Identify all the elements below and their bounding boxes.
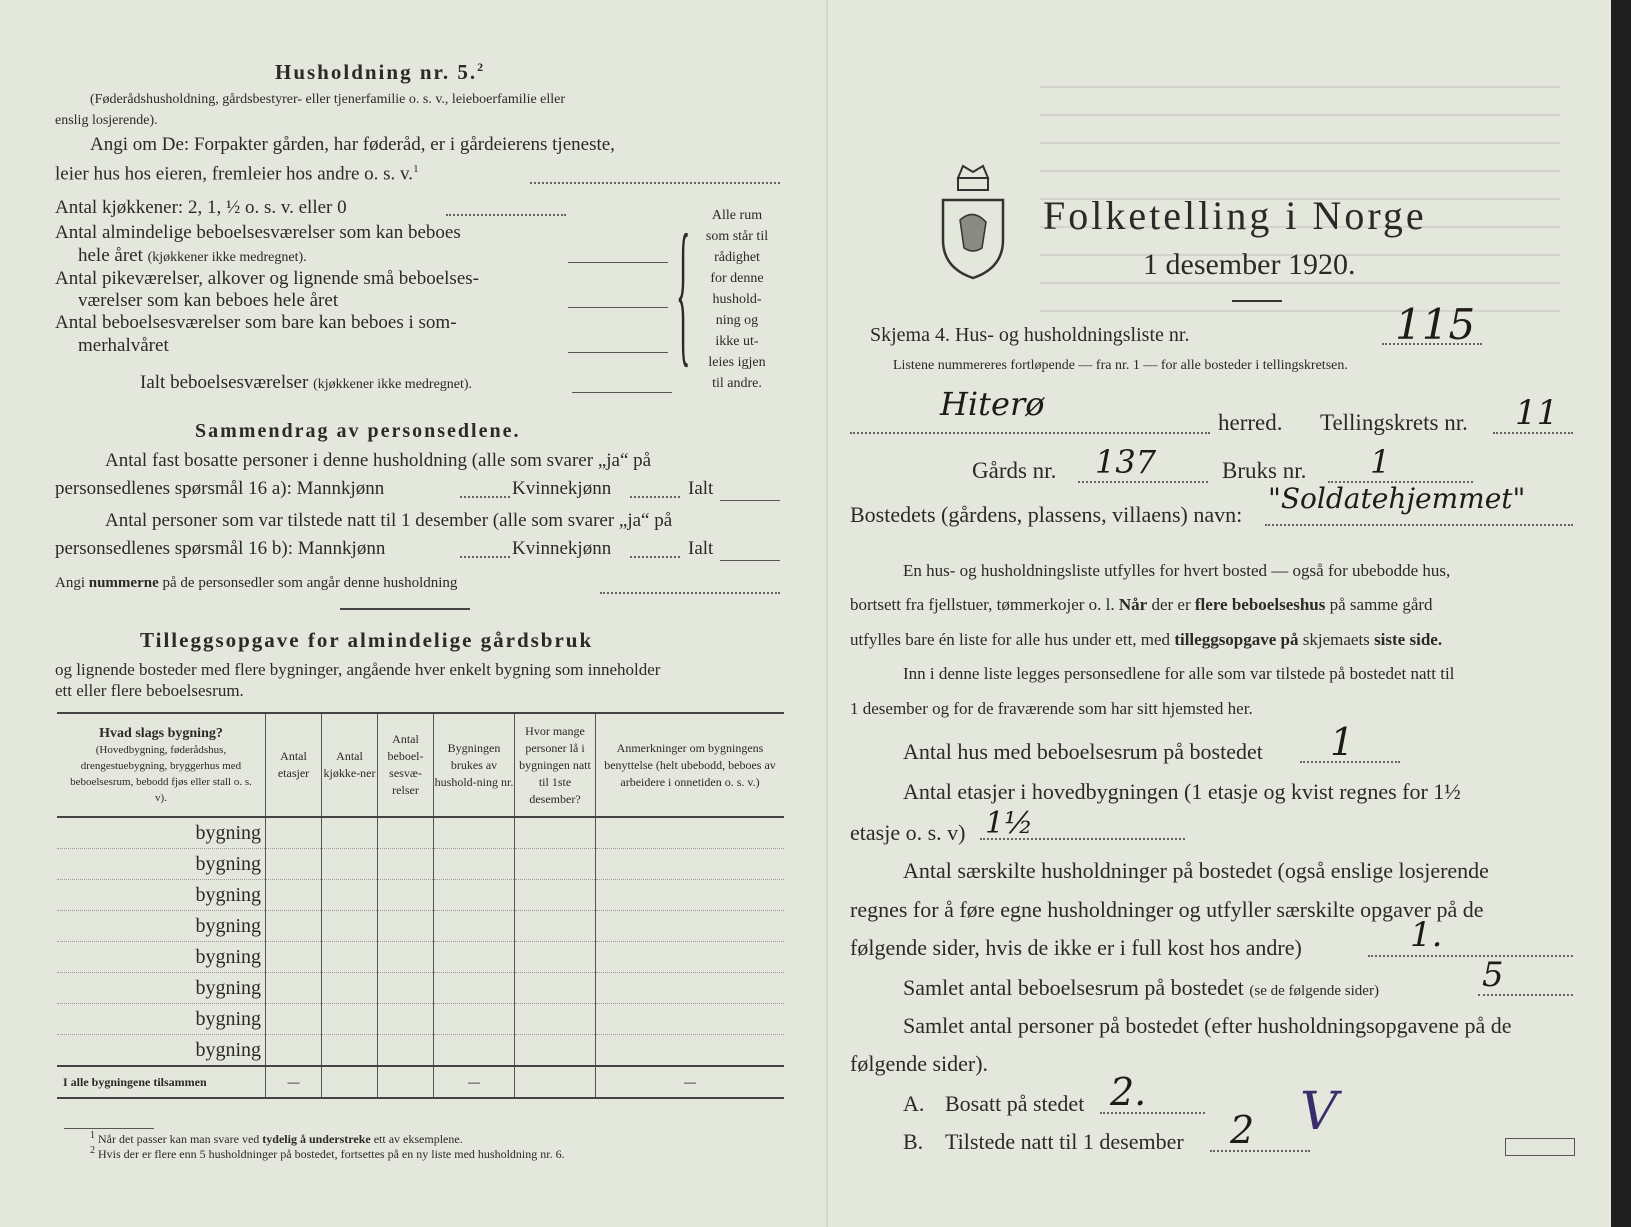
title-rule: [1232, 300, 1282, 302]
total-cell-kjokkener[interactable]: [322, 1066, 378, 1098]
nummereres-note: Listene nummereres fortløpende — fra nr. 1 — for alle bosteder i tellingskretsen.: [893, 358, 1348, 373]
para2-line2: 1 desember og for de fraværende som har sitt hjemsted her.: [850, 699, 1253, 718]
bruks-label: Bruks nr.: [1222, 458, 1307, 483]
s2-line2: personsedlenes spørsmål 16 b): Mannkjønn: [55, 538, 386, 559]
angi-line1: Angi om De: Forpakter gården, har føderåd, er i gårdeierens tjeneste,: [90, 134, 615, 155]
row-kjokkener-cell[interactable]: [322, 1004, 378, 1035]
row-etasjer-cell[interactable]: [266, 880, 322, 911]
row-personer-cell[interactable]: [515, 880, 596, 911]
saerskilte-value[interactable]: 1.: [1410, 915, 1443, 955]
para1-i: skjemaets: [1302, 630, 1370, 649]
a-text: Bosatt på stedet: [945, 1091, 1085, 1116]
pike-field[interactable]: [568, 307, 668, 308]
bruks-value[interactable]: 1: [1370, 443, 1391, 481]
saerskilte-line1: Antal særskilte husholdninger på bostedet (også enslige losjerende: [903, 858, 1489, 883]
rum-label-text: Samlet antal beboelsesrum på bostedet: [903, 975, 1244, 1000]
side-note-8: leies igjen: [708, 355, 766, 370]
row-personer-cell[interactable]: [515, 911, 596, 942]
row-etasjer-cell[interactable]: [266, 849, 322, 880]
row-anm-cell[interactable]: [596, 849, 785, 880]
table-row: [57, 880, 784, 911]
herred-value[interactable]: Hiterø: [940, 385, 1045, 423]
checkmark: V: [1300, 1082, 1338, 1142]
side-note-9: til andre.: [712, 376, 762, 391]
s1-line2: personsedlenes spørsmål 16 a): Mannkjønn: [55, 478, 385, 499]
herred-line: [850, 432, 1210, 434]
tillegg-title: Tilleggsopgave for almindelige gårdsbruk: [140, 628, 594, 652]
row-vaerelser-cell[interactable]: [378, 817, 434, 849]
b-field-line: [1210, 1150, 1310, 1152]
b-value[interactable]: 2: [1230, 1108, 1255, 1152]
col-vaerelser-label: Antal beboel-sesvæ-relser: [387, 732, 424, 797]
row-vaerelser-cell[interactable]: [378, 1035, 434, 1067]
a-label: A.: [903, 1091, 925, 1116]
row-etasjer-cell[interactable]: [266, 817, 322, 849]
herred-label: herred.: [1218, 410, 1283, 435]
tillegg-line1: og lignende bosteder med flere bygninger, angående hver enkelt bygning som inneholder: [55, 660, 661, 679]
row-kjokkener-cell[interactable]: [322, 880, 378, 911]
col-personer-label: Hvor mange personer lå i bygningen natt til 1ste desember?: [519, 723, 591, 806]
household-sub2: enslig losjerende).: [55, 113, 158, 128]
row-type-cell[interactable]: bygning: [57, 849, 266, 880]
row-type-cell[interactable]: bygning: [57, 817, 266, 849]
row-anm-cell[interactable]: [596, 1035, 785, 1067]
building-table: [57, 712, 784, 1099]
row-brukes-cell[interactable]: [434, 973, 515, 1004]
footnote-1-b: tydelig å understreke: [262, 1132, 371, 1146]
s1-ialt: Ialt: [688, 478, 714, 499]
ialt-field[interactable]: [572, 392, 672, 393]
row-vaerelser-cell[interactable]: [378, 942, 434, 973]
side-note-6: ning og: [715, 313, 759, 328]
row-anm-cell[interactable]: [596, 817, 785, 849]
footnote-2-num: 2: [90, 1145, 95, 1156]
liste-nr-value[interactable]: 115: [1395, 300, 1476, 349]
b-label: B.: [903, 1129, 924, 1154]
tellingskrets-value[interactable]: 11: [1515, 393, 1559, 433]
household-title: [275, 60, 485, 85]
tellingskrets-label: Tellingskrets nr.: [1320, 410, 1468, 435]
para1-line3: [850, 630, 1442, 650]
personer-line2: følgende sider).: [850, 1051, 989, 1076]
col-type-title: Hvad slags bygning?: [99, 725, 223, 741]
kjokkener-field[interactable]: [446, 214, 566, 216]
side-note-5: hushold-: [712, 292, 762, 307]
nummerne-b: nummerne: [88, 575, 159, 591]
footnote-1-c: ett av eksemplene.: [373, 1132, 463, 1146]
etasjer-line2: etasje o. s. v): [850, 820, 966, 845]
row-type-cell[interactable]: bygning: [57, 880, 266, 911]
ialt-label-text: Ialt beboelsesværelser: [140, 372, 309, 393]
row-etasjer-cell[interactable]: [266, 973, 322, 1004]
row-kjokkener-cell[interactable]: [322, 1035, 378, 1067]
ialt-label: [140, 372, 472, 394]
row-type-cell[interactable]: bygning: [57, 973, 266, 1004]
nummerne-c: på de personsedler som angår denne husholdning: [162, 575, 458, 591]
household-title-text: Husholdning nr. 5.: [275, 60, 478, 84]
row-type-cell[interactable]: bygning: [57, 1004, 266, 1035]
angi-fill-line[interactable]: [530, 182, 780, 184]
sammendrag-title: Sammendrag av personsedlene.: [195, 420, 521, 442]
divider-left: [340, 608, 470, 610]
row-anm-cell[interactable]: [596, 880, 785, 911]
total-cell-vaerelser[interactable]: [378, 1066, 434, 1098]
col-etasjer-label: Antal etasjer: [277, 749, 310, 780]
row-vaerelser-cell[interactable]: [378, 849, 434, 880]
household-title-sup: 2: [477, 60, 486, 74]
col-brukes-label: Bygningen brukes av hushold-ning nr.: [434, 740, 514, 789]
para1-line1: En hus- og husholdningsliste utfylles for hvert bosted — også for ubebodde hus,: [903, 561, 1451, 580]
gards-line: [1078, 481, 1208, 483]
footnote-2: [90, 1145, 565, 1162]
table-row: [57, 942, 784, 973]
para1-f: på samme gård: [1329, 595, 1433, 614]
ialt-label-note: (kjøkkener ikke medregnet).: [313, 377, 473, 392]
col-kjokkener-label: Antal kjøkke-ner: [323, 749, 376, 780]
footnote-1-a: Når det passer kan man svare ved: [98, 1132, 260, 1146]
alm-line2-text: hele året: [78, 245, 143, 266]
total-cell-etasjer[interactable]: —: [266, 1066, 322, 1098]
angi-line2-text: leier hus hos eieren, fremleier hos andre o. s. v.: [55, 163, 414, 185]
para1-line2: [850, 595, 1433, 615]
table-row: [57, 817, 784, 849]
alm-field[interactable]: [568, 262, 668, 263]
gards-value[interactable]: 137: [1095, 443, 1157, 481]
para1-c: Når: [1118, 595, 1148, 614]
total-cell-brukes[interactable]: —: [434, 1066, 515, 1098]
pike-line2: værelser som kan beboes hele året: [78, 290, 339, 311]
alm-line1: Antal almindelige beboelsesværelser som kan beboes: [55, 222, 461, 243]
kjokkener-label: Antal kjøkkener: 2, 1, ½ o. s. v. eller 0: [55, 197, 347, 218]
table-row: [57, 1004, 784, 1035]
s2-ialt-field[interactable]: [720, 560, 780, 561]
census-date: 1 desember 1920.: [1143, 248, 1356, 281]
printer-stamp: [1505, 1138, 1575, 1156]
etasjer-value[interactable]: 1½: [985, 806, 1034, 841]
brace: {: [676, 205, 691, 384]
row-kjokkener-cell[interactable]: [322, 911, 378, 942]
para1-e: flere beboelseshus: [1194, 595, 1326, 614]
row-type-cell[interactable]: bygning: [57, 942, 266, 973]
row-anm-cell[interactable]: [596, 911, 785, 942]
footnote-divider: [64, 1128, 154, 1129]
para1-h: tilleggsopgave på: [1174, 630, 1299, 649]
row-brukes-cell[interactable]: [434, 911, 515, 942]
row-etasjer-cell[interactable]: [266, 942, 322, 973]
antal-hus-label: Antal hus med beboelsesrum på bostedet: [903, 739, 1263, 764]
rum-value[interactable]: 5: [1482, 955, 1504, 995]
table-row: [57, 973, 784, 1004]
total-label: I alle bygningene tilsammen: [57, 1066, 266, 1098]
side-note-4: for denne: [710, 271, 764, 286]
row-kjokkener-cell[interactable]: [322, 973, 378, 1004]
row-vaerelser-cell[interactable]: [378, 973, 434, 1004]
pike-line1: Antal pikeværelser, alkover og lignende små beboelses-: [55, 268, 479, 289]
table-header: [57, 713, 784, 817]
row-vaerelser-cell[interactable]: [378, 880, 434, 911]
row-personer-cell[interactable]: [515, 942, 596, 973]
row-brukes-cell[interactable]: [434, 1004, 515, 1035]
tillegg-line2: ett eller flere beboelsesrum.: [55, 681, 244, 700]
side-note-2: som står til: [705, 229, 769, 244]
a-value[interactable]: 2.: [1110, 1070, 1147, 1114]
row-anm-cell[interactable]: [596, 973, 785, 1004]
page-fold: [826, 0, 828, 1227]
s2-line1: Antal personer som var tilstede natt til 1 desember (alle som svarer „ja“ på: [105, 510, 673, 531]
col-type-body: (Hovedbygning, føderådshus, drengestuebygning, bryggerhus med beboelsesrum, bebodd fjøs eller stall o. s. v).: [70, 743, 252, 804]
para1-g: utfylles bare én liste for alle hus under ett, med: [850, 630, 1171, 649]
total-cell-personer[interactable]: [515, 1066, 596, 1098]
col-kjokkener: [322, 713, 378, 817]
angi-line2: [55, 163, 419, 185]
side-note: [695, 205, 779, 394]
footnote-2-text: Hvis der er flere enn 5 husholdninger på bostedet, fortsettes på en ny liste med husholdning nr. 6.: [98, 1147, 565, 1161]
household-sub1: (Føderådshusholdning, gårdsbestyrer- eller tjenerfamilie o. s. v., leieboerfamilie eller: [90, 92, 566, 107]
norway-coat-of-arms: [938, 160, 1008, 280]
s1-mann-field[interactable]: [460, 496, 510, 498]
total-cell-anm[interactable]: —: [596, 1066, 785, 1098]
b-text: Tilstede natt til 1 desember: [945, 1129, 1184, 1154]
row-etasjer-cell[interactable]: [266, 911, 322, 942]
rum-label: [903, 975, 1379, 1001]
col-vaerelser: [378, 713, 434, 817]
main-title: Folketelling i Norge: [1043, 193, 1427, 238]
bostedets-label: Bostedets (gårdens, plassens, villaens) navn:: [850, 502, 1243, 527]
row-personer-cell[interactable]: [515, 1004, 596, 1035]
s2-mann-field[interactable]: [460, 556, 510, 558]
row-etasjer-cell[interactable]: [266, 1035, 322, 1067]
skjema-label: Skjema 4. Hus- og husholdningsliste nr.: [870, 324, 1190, 346]
table-total-row: [57, 1066, 784, 1098]
scan-edge: [1611, 0, 1631, 1227]
saerskilte-line2: regnes for å føre egne husholdninger og utfyller særskilte opgaver på de: [850, 897, 1484, 922]
row-personer-cell[interactable]: [515, 817, 596, 849]
bostedets-line: [1265, 524, 1573, 526]
para1-b: bortsett fra fjellstuer, tømmerkojer o. l.: [850, 595, 1115, 614]
nummerne-line: [55, 575, 457, 592]
alm-line2: [78, 245, 307, 267]
col-etasjer: [266, 713, 322, 817]
table-row: [57, 1035, 784, 1067]
gards-label: Gårds nr.: [972, 458, 1057, 483]
s1-kvinne-field[interactable]: [630, 496, 680, 498]
row-vaerelser-cell[interactable]: [378, 911, 434, 942]
row-brukes-cell[interactable]: [434, 942, 515, 973]
side-note-7: ikke ut-: [715, 334, 759, 349]
row-personer-cell[interactable]: [515, 849, 596, 880]
row-brukes-cell[interactable]: [434, 849, 515, 880]
rum-label-note: (se de følgende sider): [1249, 983, 1379, 999]
som-field[interactable]: [568, 352, 668, 353]
col-anm-label: Anmerkninger om bygningens benyttelse (helt ubebodd, beboes av arbeidere i onnetiden o. s. v.): [604, 740, 776, 789]
footnote-1-num: 1: [90, 1130, 95, 1141]
para1-j: siste side.: [1374, 630, 1443, 649]
table-row: [57, 911, 784, 942]
som-line2: merhalvåret: [78, 335, 169, 356]
row-personer-cell[interactable]: [515, 1035, 596, 1067]
row-brukes-cell[interactable]: [434, 1035, 515, 1067]
para2-line1: Inn i denne liste legges personsedlene for alle som var tilstede på bostedet natt til: [903, 664, 1455, 683]
row-kjokkener-cell[interactable]: [322, 849, 378, 880]
row-vaerelser-cell[interactable]: [378, 1004, 434, 1035]
col-personer: [515, 713, 596, 817]
row-personer-cell[interactable]: [515, 973, 596, 1004]
table-row: [57, 849, 784, 880]
para1-d: der er: [1151, 595, 1191, 614]
etasjer-line1: Antal etasjer i hovedbygningen (1 etasje og kvist regnes for 1½: [903, 779, 1461, 804]
row-brukes-cell[interactable]: [434, 817, 515, 849]
nummerne-field[interactable]: [600, 592, 780, 594]
row-etasjer-cell[interactable]: [266, 1004, 322, 1035]
angi-line2-sup: 1: [413, 163, 419, 175]
saerskilte-line3: følgende sider, hvis de ikke er i full kost hos andre): [850, 935, 1302, 960]
row-brukes-cell[interactable]: [434, 880, 515, 911]
side-note-3: rådighet: [714, 250, 760, 265]
alm-line2-note: (kjøkkener ikke medregnet).: [147, 250, 307, 265]
row-anm-cell[interactable]: [596, 1004, 785, 1035]
s2-kvinne: Kvinnekjønn: [512, 538, 612, 559]
antal-hus-value[interactable]: 1: [1330, 720, 1355, 764]
nummerne-a: Angi: [55, 575, 85, 591]
row-kjokkener-cell[interactable]: [322, 817, 378, 849]
row-kjokkener-cell[interactable]: [322, 942, 378, 973]
s1-line1: Antal fast bosatte personer i denne husholdning (alle som svarer „ja“ på: [105, 450, 652, 471]
s2-kvinne-field[interactable]: [630, 556, 680, 558]
som-line1: Antal beboelsesværelser som bare kan beboes i som-: [55, 312, 457, 333]
saerskilte-field-line: [1368, 955, 1573, 957]
s2-ialt: Ialt: [688, 538, 714, 559]
bostedets-value[interactable]: "Soldatehjemmet": [1268, 482, 1526, 515]
personer-line1: Samlet antal personer på bostedet (efter husholdningsopgavene på de: [903, 1013, 1512, 1038]
s1-ialt-field[interactable]: [720, 500, 780, 501]
row-type-cell[interactable]: bygning: [57, 911, 266, 942]
col-brukes: [434, 713, 515, 817]
row-anm-cell[interactable]: [596, 942, 785, 973]
col-type: [57, 713, 266, 817]
row-type-cell[interactable]: bygning: [57, 1035, 266, 1067]
s1-kvinne: Kvinnekjønn: [512, 478, 612, 499]
side-note-1: Alle rum: [711, 208, 763, 223]
col-anm: [596, 713, 785, 817]
